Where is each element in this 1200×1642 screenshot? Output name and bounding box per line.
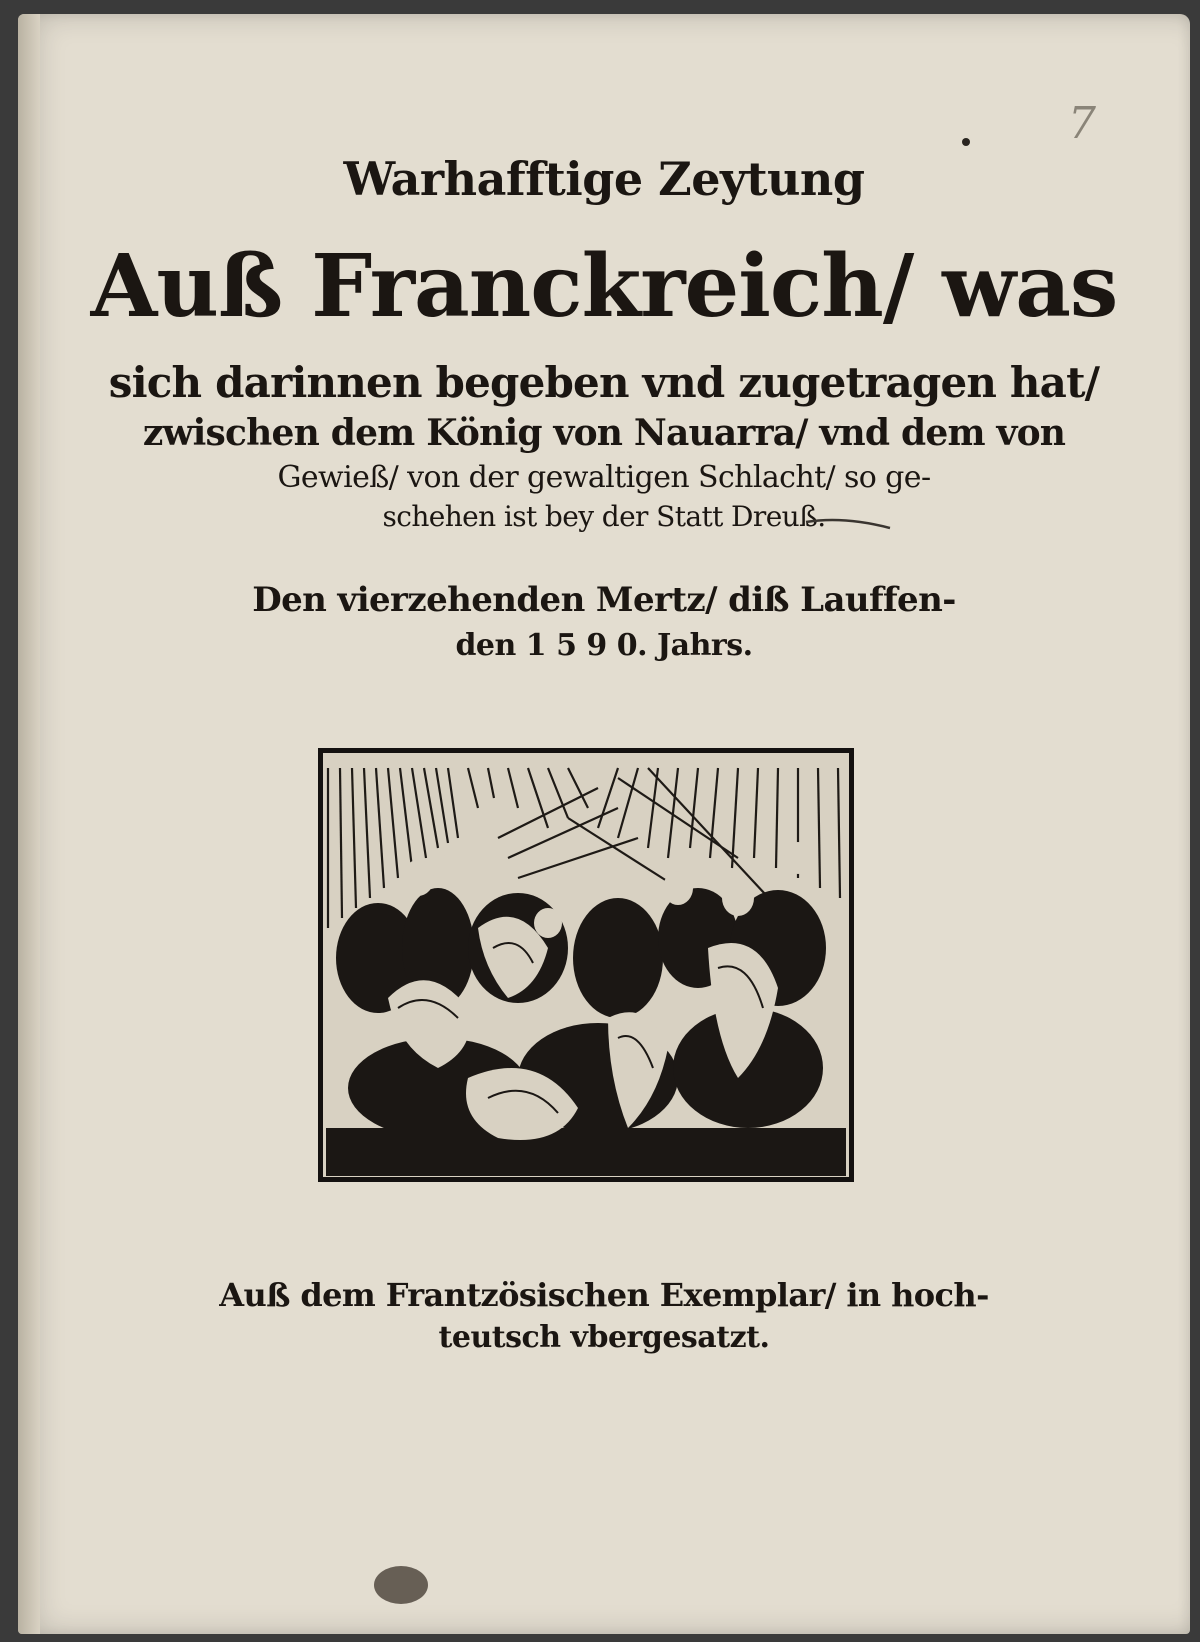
ink-stain: [374, 1566, 428, 1604]
title-line-6: schehen ist bey der Statt Dreuß.: [382, 500, 826, 533]
ink-dot: [962, 138, 970, 146]
title-line-4: zwischen dem König von Nauarra/ vnd dem von: [142, 412, 1066, 454]
date-line-2: den 1 5 9 0. Jahrs.: [455, 628, 753, 663]
title-line-2: Auß Franckreich/ was: [90, 236, 1118, 337]
title-line-1: Warhafftige Zeytung: [343, 152, 865, 206]
pen-stroke: [804, 514, 892, 532]
date-line-1: Den vierzehenden Mertz/ diß Lauffen-: [252, 580, 956, 620]
imprint-line-1: Auß dem Frantzösischen Exemplar/ in hoch-: [219, 1276, 989, 1314]
folio-number: 7: [1068, 98, 1096, 149]
imprint-line-2: teutsch vbergesatzt.: [438, 1320, 770, 1355]
title-page: [18, 14, 1190, 1634]
title-line-3: sich darinnen begeben vnd zugetragen hat/: [108, 358, 1100, 407]
title-line-5: Gewieß/ von der gewaltigen Schlacht/ so ge-: [277, 460, 931, 495]
battle-woodcut-illustration: [318, 748, 854, 1182]
